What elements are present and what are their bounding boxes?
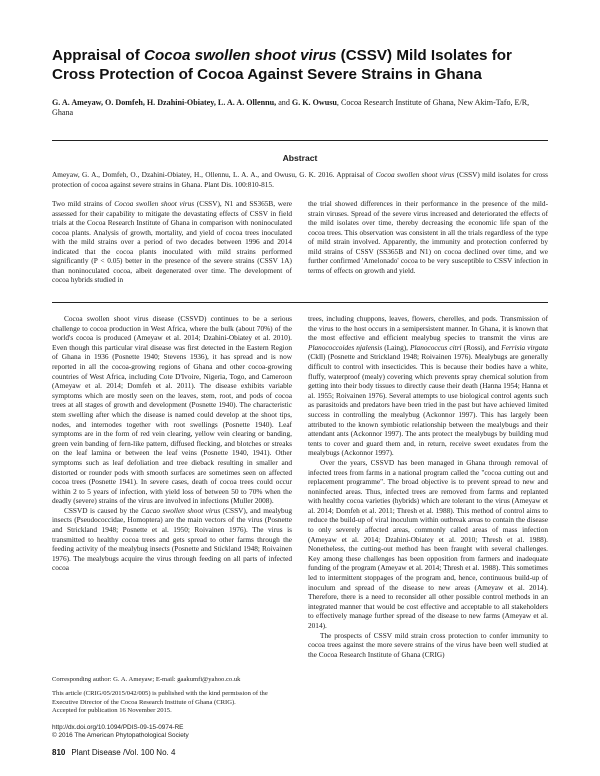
species-name: Ferrisia virgata [501, 342, 548, 352]
body-paragraph: The prospects of CSSV mild strain cross protection to confer immunity to cocoa trees against the more severe strains of the virus have been well studied at the Cocoa Research Institute of Ghana (CRIG) [308, 630, 548, 659]
author-names: G. A. Ameyaw, O. Domfeh, H. Dzahini-Obiatey, L. A. A. Ollennu, [52, 98, 277, 107]
footnote-permission: This article (CRIG/05/2015/042/005) is published with the kind permission of the Executive Director of the Cocoa Research Institute of Ghana (CRIG). [52, 690, 268, 706]
citation-text: Ameyaw, G. A., Domfeh, O., Dzahini-Obiatey, H., Ollennu, L. A. A., and Owusu, G. K. 2016. Appraisal of [52, 170, 376, 179]
author-line [52, 98, 552, 119]
abstract-left-text-rest: (CSSV), N1 and SS365B, were assessed for their capability to mitigate the devastating effects of CSSV in field trials at the Cocoa Research Institute of Ghana in comparison with noninoculated cocoa plants. Analysis of growth, mortality, and yield of cocoa trees inoculated with the mild strains over a period of two decades between 1996 and 2014 indicated that the cocoa plants inoculated with mild strains performed significantly (P < 0.05) better in the presence of the severe strains (CSSV 1A) than noninoculated cocoa, albeit degenerated over time. The development of cocoa hybrids studied in [52, 199, 292, 285]
species-name: Planococcus citri [410, 342, 462, 352]
body-paragraph: Over the years, CSSVD has been managed in Ghana through removal of infected trees from farms in a national program called the "cocoa cutting out and replacement programme". The broad objective is to prevent spread to new and noninfected areas. Thus, infected trees are removed from farms and replanted with healthy cocoa varieties (hybrids) which are tolerant to the virus (Ameyaw et al. 2014; Domfeh et al. 2011; Thresh et al. 1988). This method of control aims to reduce the build-up of viral inoculum within outbreak areas to contain the disease to only severely affected areas, commonly called areas of mass infection (Ameyaw et al. 2014; Dzahini-Obiatey et al. 2010; Thresh et al. 1988). Nonetheless, the cutting-out method has been fraught with several challenges. Key among these challenges has been opposition from farmers and inadequate funding of the program (Ameyaw et al. 2014; Thresh et al. 1988). This sometimes led to intermittent stoppages of the program and, hence, continuous build-up of inoculum and spread of the disease to new areas (Ameyaw et al. 2014). Therefore, there is a need to reconsider all other possible control methods in an integrated manner that would be cost effective and acceptable to all stakeholders to effectively manage further spread of the disease to new farms (Ameyaw et al. 2014). [308, 457, 548, 630]
divider-abstract [52, 302, 548, 303]
abstract-left-column [52, 199, 292, 285]
body-virus-name: Cacao swollen shoot virus [140, 505, 221, 515]
article-title [52, 46, 552, 84]
body-text: (Rossi), and [461, 342, 502, 352]
abstract-right-column: the trial showed differences in their performance in the presence of the mild-strain viruses. Spread of the severe virus increased and deteriorated the effects of the mild isolates over time, thereby decreasing the economic life span of the cocoa trees. This observation was consistent in all the trials regardless of the type of mild strain involved. Apparently, the immunity and protection conferred by mild strains of CSSV (SS365B and N1) on cocoa declined over time, and we further confirmed 'Amelonado' cocoa to be very susceptible to CSSV infection in terms of effects on growth and yield. [308, 199, 548, 275]
body-text: CSSVD is caused by the [64, 505, 141, 515]
page-folio [52, 748, 175, 757]
citation-text-rest: (CSSV) mild isolates for cross protection of cocoa against severe strains in Ghana. Plant Dis. 100:810-815. [52, 170, 548, 189]
body-paragraph [52, 506, 292, 573]
body-text: trees, including chuppons, leaves, flowers, cherelles, and pods. Transmission of the virus to the host occurs in a semipersistent manner. In Ghana, it is known that the most effective and efficient mealybug species to transmit the virus are [308, 314, 548, 343]
body-left-column [52, 314, 292, 670]
abstract-left-text: Two mild strains of [52, 199, 115, 208]
title-virus-name: Cocoa swollen shoot virus [144, 47, 337, 64]
copyright-line: © 2016 The American Phytopathological Society [52, 732, 189, 740]
body-right-column [308, 314, 548, 760]
author-last: G. K. Owusu [291, 98, 337, 107]
author-conjunction: and [276, 98, 292, 107]
body-text: (Ckll) (Posnette and Strickland 1948; Roivainen 1976). Mealybugs are generally difficult to control with insecticides. This is because their bodies have a white, fluffy, waterproof (mealy) covering which prevents spray chemical solution from getting into their body tissues to directly cause their death (Hanna 1954; Hanna et al. 1955; Roivainen 1976). Several attempts to use biological control agents such as parasitoids and predators have been tried in the past but have achieved limited success in controlling the mealybug (Ackonnor 1997). This has largely been attributed to the known symbiotic relationship between the mealybugs and their attendant ants (Ackonnor 1997). The ants protect the mealybugs by building mud tents to cover and guard them and, in return, receive sweet exudates from the mealybugs (Ackonnor 1997). [308, 352, 548, 458]
species-name: Planococcoides njalensis [308, 342, 383, 352]
author-affiliation: , Cocoa Research Institute of Ghana, New Akim-Tafo, E/R, Ghana [52, 98, 530, 118]
page-number: 810 [52, 748, 66, 757]
footnote-accepted: Accepted for publication 16 November 2015. [52, 707, 172, 714]
journal-issue: Plant Disease /Vol. 100 No. 4 [71, 748, 176, 757]
footnote-corresponding: Corresponding author: G. A. Ameyaw; E-mail: gaakumfi@yahoo.co.uk [52, 676, 241, 683]
divider-top [52, 140, 548, 141]
body-paragraph: Cocoa swollen shoot virus disease (CSSVD) continues to be a serious challenge to cocoa production in West Africa, where the bulk (about 70%) of the world's cocoa is produced (Ameyaw et al. 2014; Dzahini-Obiatey et al. 2010). Even though this particular viral disease was first detected in the Eastern Region of Ghana in 1936 (Posnette 1940; Stevens 1936), it has spread and is now reported in all the cocoa-growing regions of Ghana and other cocoa-growing countries of West Africa, including Cote D'Ivoire, Nigeria, Togo, and Cameroon (Ameyaw et al. 2014; Domfeh et al. 2011). The disease exhibits variable symptoms which are mostly seen on the leaves, stem, root, and pods of cocoa trees at all stages of growth and development (Posnette 1940). The characteristic stem swelling after which the disease is named could develop at the shoot tips, nodes, and internodes together with root swellings (Posnette 1940). Leaf symptoms are in the form of red vein clearing, yellow vein clearing or banding, green vein banding of fern-like pattern, diffused flecking, and blotches or streaks on the leaf lamina or between the leaf veins (Posnette 1940, 1941). Other symptoms such as leaf defoliation and tree dieback resulting in smaller and distorted or rounder pods with smooth surfaces are sometimes seen on affected cocoa trees (Posnette 1941). In severe cases, death of cocoa trees could occur within 2 to 5 years of infection, with yield loss of between 50 to 70% when the deadly (severe) strains of the virus are involved in infections (Muller 2008). [52, 314, 292, 506]
doi-link[interactable]: http://dx.doi.org/10.1094/PDIS-09-15-0974-RE [52, 724, 184, 731]
body-paragraph [308, 314, 548, 458]
title-text-rest: (CSSV) Mild Isolates for Cross Protection of Cocoa Against Severe Strains in Ghana [52, 47, 512, 83]
abstract-left-virus: Cocoa swollen shoot virus [114, 199, 195, 208]
title-text: Appraisal of [52, 47, 144, 64]
body-text-rest: (CSSV), and mealybug insects (Pseudococcidae, Homoptera) are the main vectors of the virus (Posnette and Strickland 1948; Posnette et al. 1950; Roivainen 1976). The virus is transmitted to healthy cocoa trees and gets spread to other farms through the feeding activity of the mealybug insects (Posnette and Stickland 1948; Roivainen 1976). The mealybugs acquire the virus through feeding on all parts of infected cocoa [52, 505, 292, 573]
citation-virus: Cocoa swollen shoot virus [375, 170, 455, 179]
body-text: (Laing), [382, 342, 411, 352]
abstract-citation [52, 170, 548, 189]
abstract-heading: Abstract [282, 153, 318, 163]
doi-block [52, 724, 292, 741]
